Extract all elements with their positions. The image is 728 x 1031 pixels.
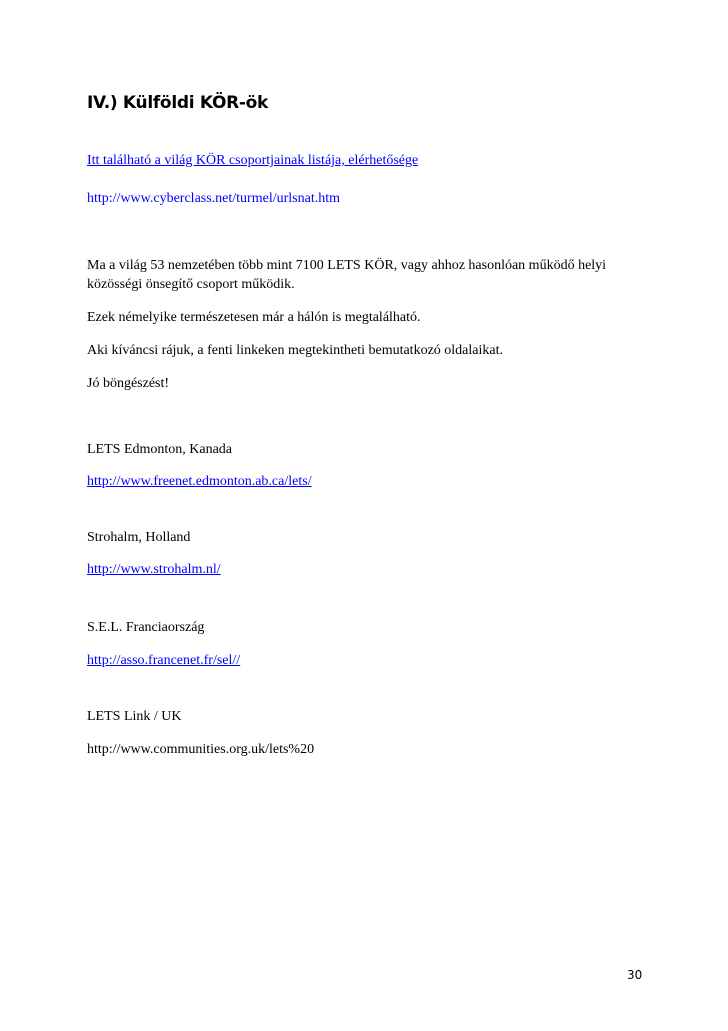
entry-name-letslink: LETS Link / UK [87, 709, 182, 724]
section-heading: IV.) Külföldi KÖR-ök [87, 93, 269, 113]
paragraph-1-line-2: közösségi önsegítő csoport működik. [87, 277, 295, 292]
page-number: 30 [627, 968, 643, 982]
intro-link[interactable]: Itt található a világ KÖR csoportjainak listája, elérhetősége [87, 153, 419, 168]
entry-name-edmonton: LETS Edmonton, Kanada [87, 442, 233, 457]
entry-link-sel[interactable]: http://asso.francenet.fr/sel// [87, 653, 241, 668]
entry-url-letslink: http://www.communities.org.uk/lets%20 [87, 742, 315, 757]
intro-url[interactable]: http://www.cyberclass.net/turmel/urlsnat.htm [87, 191, 340, 206]
entry-name-strohalm: Strohalm, Holland [87, 530, 191, 545]
paragraph-4: Jó böngészést! [87, 376, 170, 391]
paragraph-2: Ezek némelyike természetesen már a hálón is megtalálható. [87, 310, 421, 325]
entry-name-sel: S.E.L. Franciaország [87, 620, 205, 635]
entry-link-edmonton[interactable]: http://www.freenet.edmonton.ab.ca/lets/ [87, 474, 312, 489]
paragraph-1-line-1: Ma a világ 53 nemzetében több mint 7100 LETS KÖR, vagy ahhoz hasonlóan működő helyi [87, 258, 607, 273]
entry-link-strohalm[interactable]: http://www.strohalm.nl/ [87, 562, 221, 577]
paragraph-3: Aki kíváncsi rájuk, a fenti linkeken megtekintheti bemutatkozó oldalaikat. [87, 343, 503, 358]
